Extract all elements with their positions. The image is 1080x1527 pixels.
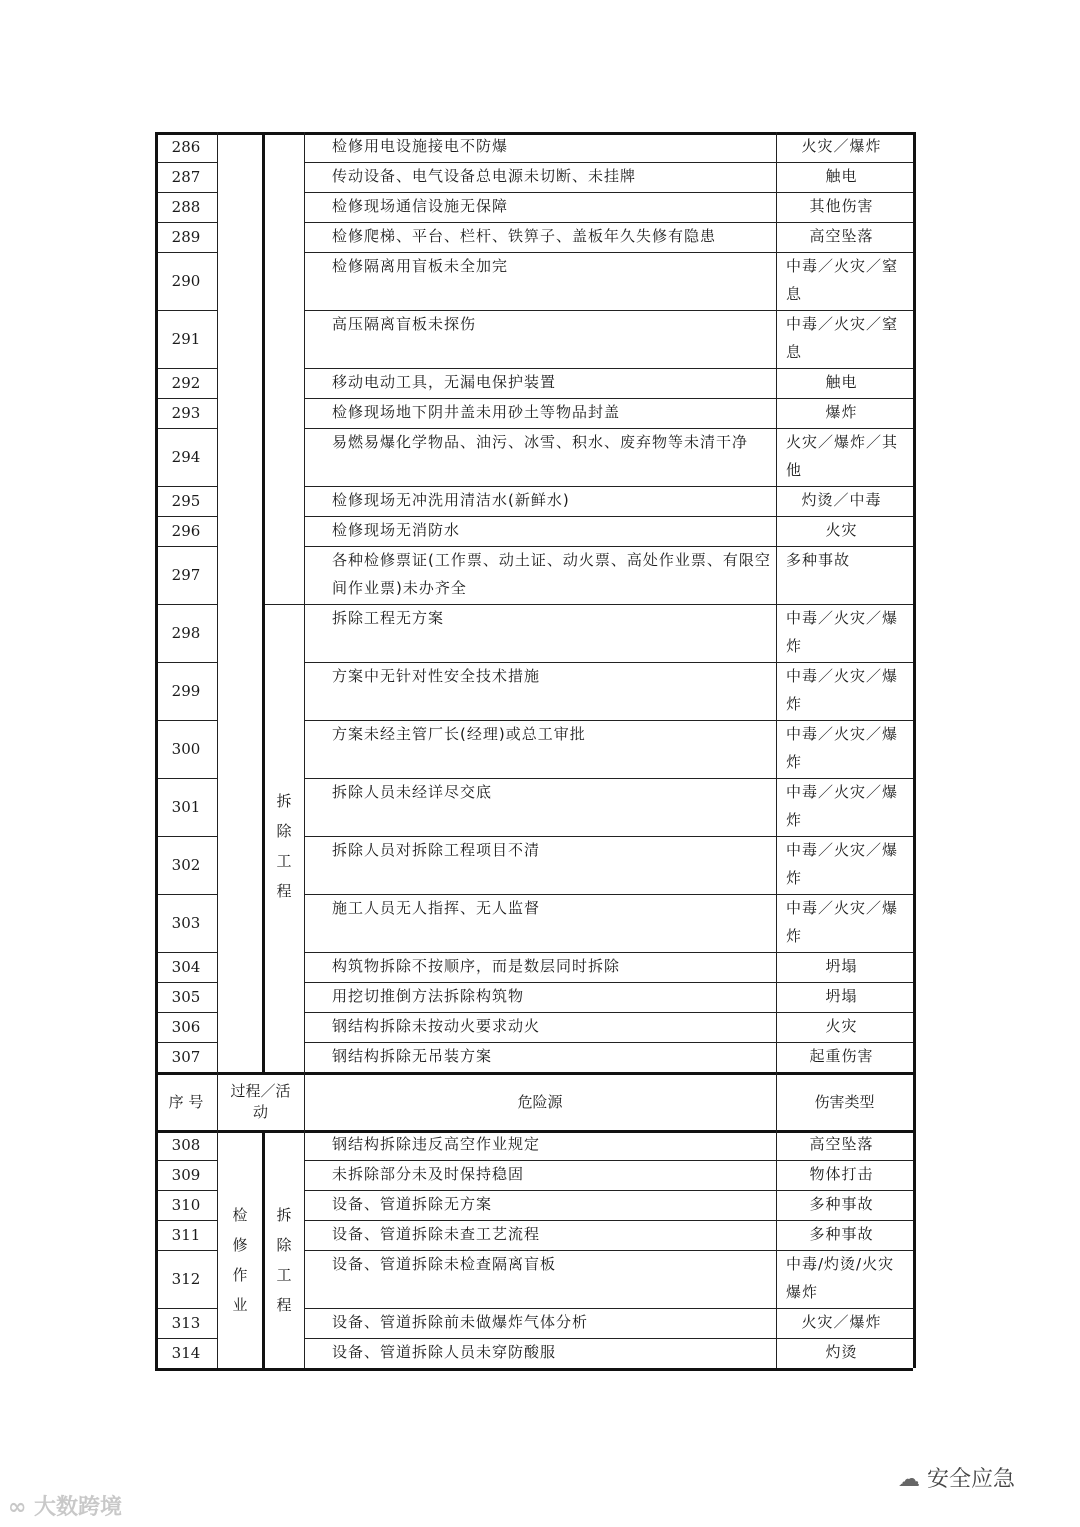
- row-number: 293: [171, 404, 201, 422]
- hazard-source: 用挖切推倒方法拆除构筑物: [332, 987, 525, 1005]
- row-number: 294: [171, 448, 201, 466]
- row-number: 287: [171, 168, 201, 186]
- injury-type: 中毒／火灾／爆炸: [786, 841, 899, 887]
- header-seq-no: 序 号: [168, 1092, 204, 1111]
- hazard-source: 钢结构拆除违反高空作业规定: [332, 1135, 541, 1153]
- injury-type: 多种事故: [809, 1195, 874, 1213]
- row-number: 307: [171, 1048, 201, 1066]
- hazard-source: 施工人员无人指挥、无人监督: [332, 899, 541, 917]
- injury-type: 触电: [825, 373, 858, 391]
- injury-type: 高空坠落: [809, 1135, 874, 1153]
- hazard-source: 拆除工程无方案: [332, 609, 445, 627]
- row-number: 296: [171, 522, 201, 540]
- row-number: 290: [171, 272, 201, 290]
- injury-type: 中毒／火灾／窒息: [786, 315, 899, 361]
- row-number: 295: [171, 492, 201, 510]
- injury-type: 中毒／火灾／爆炸: [786, 725, 899, 771]
- row-number: 309: [171, 1166, 201, 1184]
- process-label-demolition-top: 拆除工程: [276, 792, 292, 900]
- hazard-source: 检修现场通信设施无保障: [332, 197, 509, 215]
- injury-type: 物体打击: [809, 1165, 874, 1183]
- injury-type: 灼烫／中毒: [801, 491, 882, 509]
- row-number: 303: [171, 914, 201, 932]
- row-number: 312: [171, 1270, 201, 1288]
- hazard-source: 钢结构拆除无吊装方案: [332, 1047, 493, 1065]
- process-label-maintenance: 检修作业: [232, 1206, 248, 1314]
- header-process: 过程／活动: [230, 1082, 291, 1121]
- row-number: 292: [171, 374, 201, 392]
- injury-type: 坍塌: [825, 957, 858, 975]
- hazard-source: 构筑物拆除不按顺序，而是数层同时拆除: [332, 957, 621, 975]
- row-number: 298: [171, 624, 201, 642]
- hazard-source: 方案未经主管厂长(经理)或总工审批: [332, 725, 586, 743]
- row-number: 304: [171, 958, 201, 976]
- hazard-source: 拆除人员未经详尽交底: [332, 783, 493, 801]
- hazard-source: 设备、管道拆除无方案: [332, 1195, 493, 1213]
- injury-type: 中毒／火灾／爆炸: [786, 783, 899, 829]
- header-injury-type: 伤害类型: [814, 1092, 875, 1111]
- injury-type: 多种事故: [786, 551, 851, 569]
- injury-type: 中毒／火灾／爆炸: [786, 667, 899, 713]
- row-number: 302: [171, 856, 201, 874]
- watermark-left: ∞ 大数跨境: [8, 1495, 123, 1520]
- injury-type: 触电: [825, 167, 858, 185]
- hazard-source: 检修爬梯、平台、栏杆、铁箅子、盖板年久失修有隐患: [332, 227, 717, 245]
- hazard-source: 钢结构拆除未按动火要求动火: [332, 1017, 541, 1035]
- injury-type: 高空坠落: [809, 227, 874, 245]
- hazard-source: 检修现场地下阴井盖未用砂土等物品封盖: [332, 403, 621, 421]
- header-hazard-source: 危险源: [517, 1092, 563, 1111]
- injury-type: 中毒／火灾／爆炸: [786, 899, 899, 945]
- row-number: 297: [171, 566, 201, 584]
- injury-type: 火灾／爆炸／其他: [786, 433, 899, 479]
- injury-type: 中毒/灼烫/火灾爆炸: [786, 1255, 895, 1301]
- process-label-demolition-bottom: 拆除工程: [276, 1206, 292, 1314]
- row-number: 305: [171, 988, 201, 1006]
- hazard-source: 设备、管道拆除未检查隔离盲板: [332, 1255, 557, 1273]
- injury-type: 火灾／爆炸: [801, 1313, 882, 1331]
- watermark-right: ☁ 安全应急: [898, 1467, 1016, 1492]
- injury-type: 中毒／火灾／窒息: [786, 257, 899, 303]
- row-number: 313: [171, 1314, 201, 1332]
- row-number: 306: [171, 1018, 201, 1036]
- row-number: 301: [171, 798, 201, 816]
- hazard-source: 易燃易爆化学物品、油污、冰雪、积水、废弃物等未清干净: [332, 433, 749, 451]
- hazard-source: 各种检修票证(工作票、动土证、动火票、高处作业票、有限空间作业票)未办齐全: [332, 551, 771, 597]
- hazard-source: 方案中无针对性安全技术措施: [332, 667, 541, 685]
- row-number: 289: [171, 228, 201, 246]
- row-number: 300: [171, 740, 201, 758]
- hazard-source: 高压隔离盲板未探伤: [332, 315, 477, 333]
- hazard-source: 未拆除部分未及时保持稳固: [332, 1165, 525, 1183]
- injury-type: 其他伤害: [809, 197, 874, 215]
- hazard-source: 检修用电设施接电不防爆: [332, 137, 509, 155]
- row-number: 291: [171, 330, 201, 348]
- hazard-source: 设备、管道拆除未查工艺流程: [332, 1225, 541, 1243]
- injury-type: 火灾: [825, 1017, 858, 1035]
- injury-type: 灼烫: [825, 1343, 858, 1361]
- injury-type: 中毒／火灾／爆炸: [786, 609, 899, 655]
- wechat-icon: ☁: [898, 1467, 927, 1492]
- row-number: 310: [171, 1196, 201, 1214]
- hazard-source: 检修现场无冲洗用清洁水(新鲜水): [332, 491, 570, 509]
- row-number: 299: [171, 682, 201, 700]
- injury-type: 火灾: [825, 521, 858, 539]
- hazard-source: 拆除人员对拆除工程项目不清: [332, 841, 541, 859]
- injury-type: 多种事故: [809, 1225, 874, 1243]
- row-number: 311: [171, 1226, 201, 1244]
- row-number: 286: [171, 138, 201, 156]
- hazard-source: 检修现场无消防水: [332, 521, 461, 539]
- row-number: 288: [171, 198, 201, 216]
- link-icon: ∞: [8, 1495, 34, 1520]
- injury-type: 火灾／爆炸: [801, 137, 882, 155]
- injury-type: 起重伤害: [809, 1047, 874, 1065]
- row-number: 308: [171, 1136, 201, 1154]
- hazard-source: 传动设备、电气设备总电源未切断、未挂牌: [332, 167, 637, 185]
- hazard-source: 移动电动工具，无漏电保护装置: [332, 373, 557, 391]
- row-number: 314: [171, 1344, 201, 1362]
- hazard-source: 设备、管道拆除前未做爆炸气体分析: [332, 1313, 589, 1331]
- injury-type: 爆炸: [825, 403, 858, 421]
- hazard-source: 检修隔离用盲板未全加完: [332, 257, 509, 275]
- injury-type: 坍塌: [825, 987, 858, 1005]
- hazard-source: 设备、管道拆除人员未穿防酸服: [332, 1343, 557, 1361]
